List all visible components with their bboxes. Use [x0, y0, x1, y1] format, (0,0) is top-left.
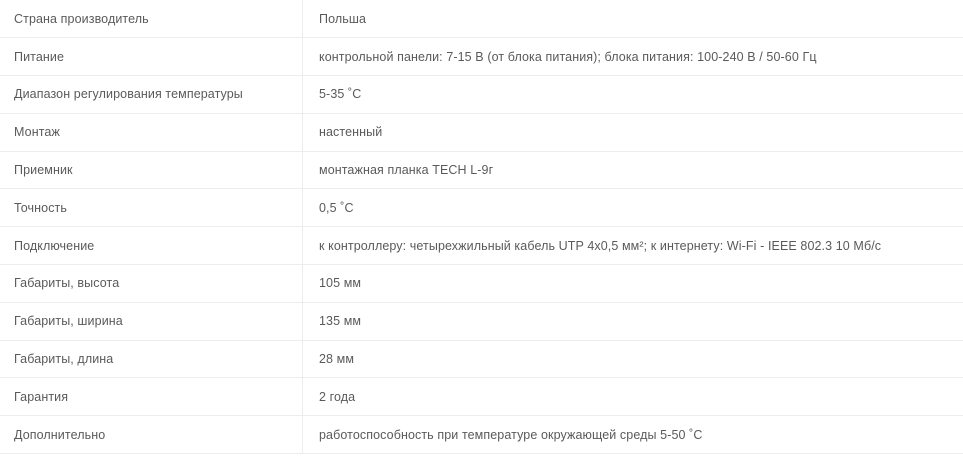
spec-name: Габариты, ширина: [0, 302, 303, 340]
spec-name: Габариты, высота: [0, 265, 303, 303]
spec-name: Подключение: [0, 227, 303, 265]
table-row: [0, 38, 963, 76]
spec-value: 28 мм: [303, 340, 963, 378]
table-row: [0, 416, 963, 454]
table-row: [0, 151, 963, 189]
spec-value: монтажная планка TECH L-9г: [303, 151, 963, 189]
spec-value: настенный: [303, 113, 963, 151]
spec-name: Страна производитель: [0, 0, 303, 38]
spec-value: 5-35 ˚С: [303, 76, 963, 114]
table-row: [0, 378, 963, 416]
table-row: [0, 189, 963, 227]
spec-name: Диапазон регулирования температуры: [0, 76, 303, 114]
spec-name: Дополнительно: [0, 416, 303, 454]
spec-value: 135 мм: [303, 302, 963, 340]
spec-value: работоспособность при температуре окружающей среды 5-50 ˚С: [303, 416, 963, 454]
table-row: [0, 302, 963, 340]
spec-value: Польша: [303, 0, 963, 38]
spec-name: Гарантия: [0, 378, 303, 416]
spec-name: Приемник: [0, 151, 303, 189]
spec-value: к контроллеру: четырехжильный кабель UTP 4х0,5 мм²; к интернету: Wi-Fi - IEEE 802.3 10 Мб/с: [303, 227, 963, 265]
table-row: [0, 265, 963, 303]
table-row: [0, 113, 963, 151]
spec-name: Питание: [0, 38, 303, 76]
spec-value: 0,5 ˚С: [303, 189, 963, 227]
table-row: [0, 227, 963, 265]
spec-name: Точность: [0, 189, 303, 227]
spec-value: контрольной панели: 7-15 В (от блока питания); блока питания: 100-240 В / 50-60 Гц: [303, 38, 963, 76]
spec-value: 105 мм: [303, 265, 963, 303]
table-row: [0, 340, 963, 378]
spec-value: 2 года: [303, 378, 963, 416]
spec-name: Габариты, длина: [0, 340, 303, 378]
spec-name: Монтаж: [0, 113, 303, 151]
table-row: [0, 76, 963, 114]
table-row: [0, 0, 963, 38]
